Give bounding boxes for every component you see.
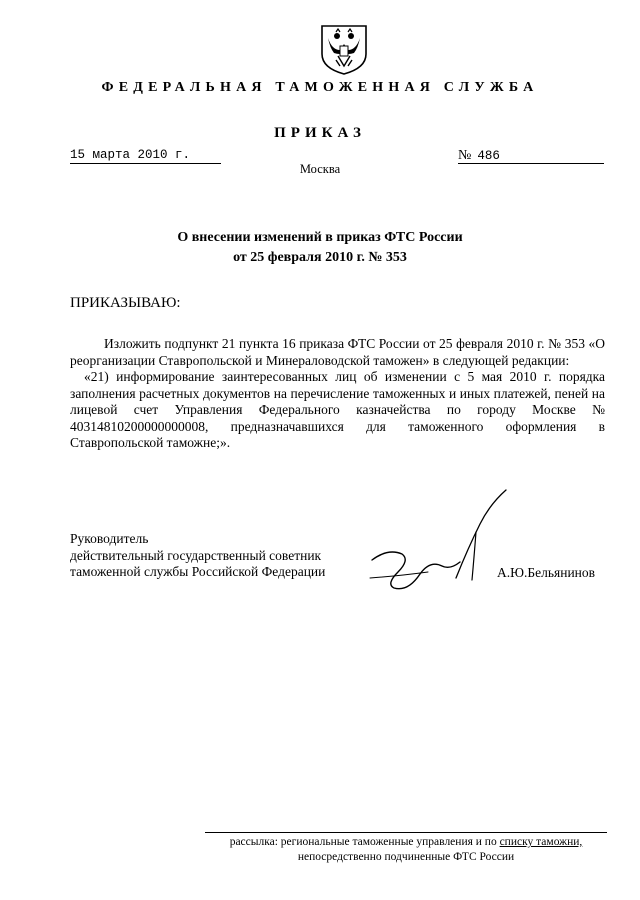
distribution-line-2: непосредственно подчиненные ФТС России [297,851,515,863]
body-paragraph-2: «21) информирование заинтересованных лиц об изменении с 5 мая 2010 г. порядка заполнения расчетных документов на перечисление таможенных и иных платежей, пеней на лицевой счет Управления Федерального казначейства по городу Москве № 40314810200000000008, предназначавшихся для таможенного оформления в Ставропольской таможне;». [70,369,605,450]
order-date: 15 марта 2010 г. [70,148,221,164]
order-number: 486 [477,149,500,163]
distribution-line-1 [205,835,607,850]
signer-title [70,531,325,581]
order-body [70,336,605,452]
signer-line-3: таможенной службы Российской Федерации [70,564,326,579]
handwritten-signature-icon [368,488,508,598]
signer-line-2: действительный государственный советник [70,547,322,563]
order-subject [0,228,640,268]
distribution-prefix: рассылка: региональные таможенные управления и по [229,836,500,848]
signer-name: А.Ю.Бельянинов [497,565,596,580]
subject-line-1: О внесении изменений в приказ ФТС России [177,230,463,245]
distribution-list [205,835,607,865]
footer-divider [205,832,607,833]
city: Москва [299,162,341,176]
subject-line-2: от 25 февраля 2010 г. № 353 [233,250,407,265]
agency-name: ФЕДЕРАЛЬНАЯ ТАМОЖЕННАЯ СЛУЖБА [101,80,539,95]
order-keyword: ПРИКАЗЫВАЮ: [70,295,181,311]
distribution-underlined: списку таможни, [499,836,583,848]
document-type: ПРИКАЗ [274,125,366,141]
signer-line-1: Руководитель [70,531,149,546]
body-paragraph-1: Изложить подпункт 21 пункта 16 приказа ФТС России от 25 февраля 2010 г. № 353 «О реорганизации Ставропольской и Минераловодской таможен» в следующей редакции: [70,336,605,368]
double-headed-eagle-emblem-icon [318,20,370,76]
order-number-label: № [458,148,472,163]
